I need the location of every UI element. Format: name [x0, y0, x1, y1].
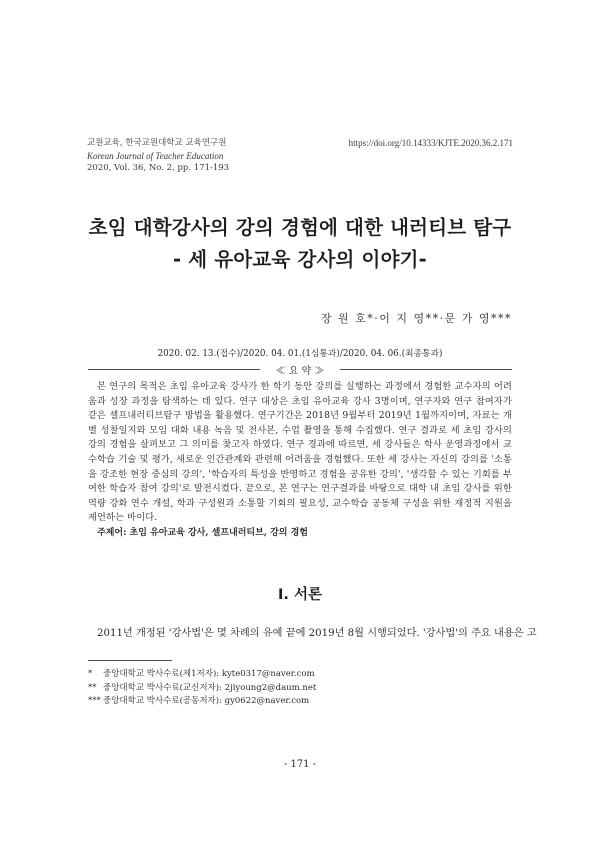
footnote-1	[88, 668, 316, 682]
keywords-label: 주제어:	[97, 528, 127, 538]
submission-dates: 2020. 02. 13.(접수)/2020. 04. 01.(1심통과)/2020. 04. 06.(최종통과)	[157, 349, 443, 359]
volume-info: 2020, Vol. 36, No. 2, pp. 171-193	[87, 163, 230, 173]
body-paragraph: 2011년 개정된 '강사법'은 몇 차례의 유예 끝에 2019년 8월 시행되었다. '강사법'의 주요 내용은 고	[97, 628, 537, 639]
publisher-line: 교원교육, 한국교원대학교 교육연구원	[87, 138, 227, 148]
footnote-text: 중앙대학교 박사수료(제1저자): kyte0317@naver.com	[103, 669, 315, 679]
footnote-2	[88, 682, 316, 696]
section-heading: Ⅰ. 서론	[278, 587, 322, 603]
abstract-text: 본 연구의 목적은 초임 유아교육 강사가 한 학기 동안 강의를 실행하는 과정에서 경험한 교수자의 어려움과 성장 과정을 탐색하는 데 있다. 연구 대상은 초임 유아교육 강사 3명이며, 연구자와 연구 참여자가 같은 셀프내러티브탐구 방법을 활용했다. 연구기간은 2018년 9월부터 2019년 1월까지이며, 자료는 개별 성찰일지와 모임 대화 내용 녹음 및 전사본, 수업 촬영을 통해 수집했다. 연구 결과로 세 초임 강사의 강의 경험을 살펴보고 그 의미를 찾고자 하였다. 연구 경과에 따르면, 세 강사들은 학사 운영과정에서 교수학습 기술 및 평가, 새로운 인간관계와 관련해 어려움을 경험했다. 또한 세 강사는 자신의 강의를 '소통을 강조한 현장 중심의 강의', '학습자의 특성을 반영하고 경험을 공유한 강의', '생각할 수 있는 기회를 부여한 학습자 참여 강의'로 발전시켰다. 끝으로, 본 연구는 연구결과를 바탕으로 대학 내 초임 강사를 위한 역량 강화 연수 개설, 학과 구성원과 소통할 기회의 필요성, 교수학습 공동체 구성을 위한 재정적 지원을 제언하는 바이다.	[88, 381, 512, 524]
footnotes	[88, 668, 316, 709]
journal-header	[87, 137, 229, 175]
author-list: 장 원 호*·이 지 영**·문 가 영***	[320, 312, 512, 325]
footnote-mark: ***	[88, 696, 101, 707]
footnote-text: 중앙대학교 박사수료(공동저자): gy0622@naver.com	[103, 696, 310, 707]
footnote-mark: **	[88, 682, 97, 693]
footnote-text: 중앙대학교 박사수료(교신저자): 2jiyoung2@daum.net	[103, 682, 317, 693]
page-number: - 171 -	[283, 759, 317, 770]
footnote-divider	[88, 660, 172, 661]
keywords	[97, 525, 308, 538]
footnote-mark: *	[88, 669, 93, 679]
journal-name: Korean Journal of Teacher Education	[87, 150, 224, 161]
footnote-3	[88, 695, 316, 709]
keywords-value: 초임 유아교육 강사, 셀프내러티브, 강의 경험	[129, 528, 308, 538]
doi-link[interactable]: https://doi.org/10.14333/KJTE.2020.36.2.171	[348, 138, 513, 148]
paper-subtitle: - 세 유아교육 강사의 이야기-	[173, 248, 427, 271]
paper-title: 초임 대학강사의 강의 경험에 대한 내러티브 탐구	[88, 216, 512, 239]
abstract-heading	[88, 362, 512, 376]
abstract-rule-right	[340, 369, 512, 370]
abstract-heading-label: ≪ 요 약 ≫	[275, 366, 325, 377]
